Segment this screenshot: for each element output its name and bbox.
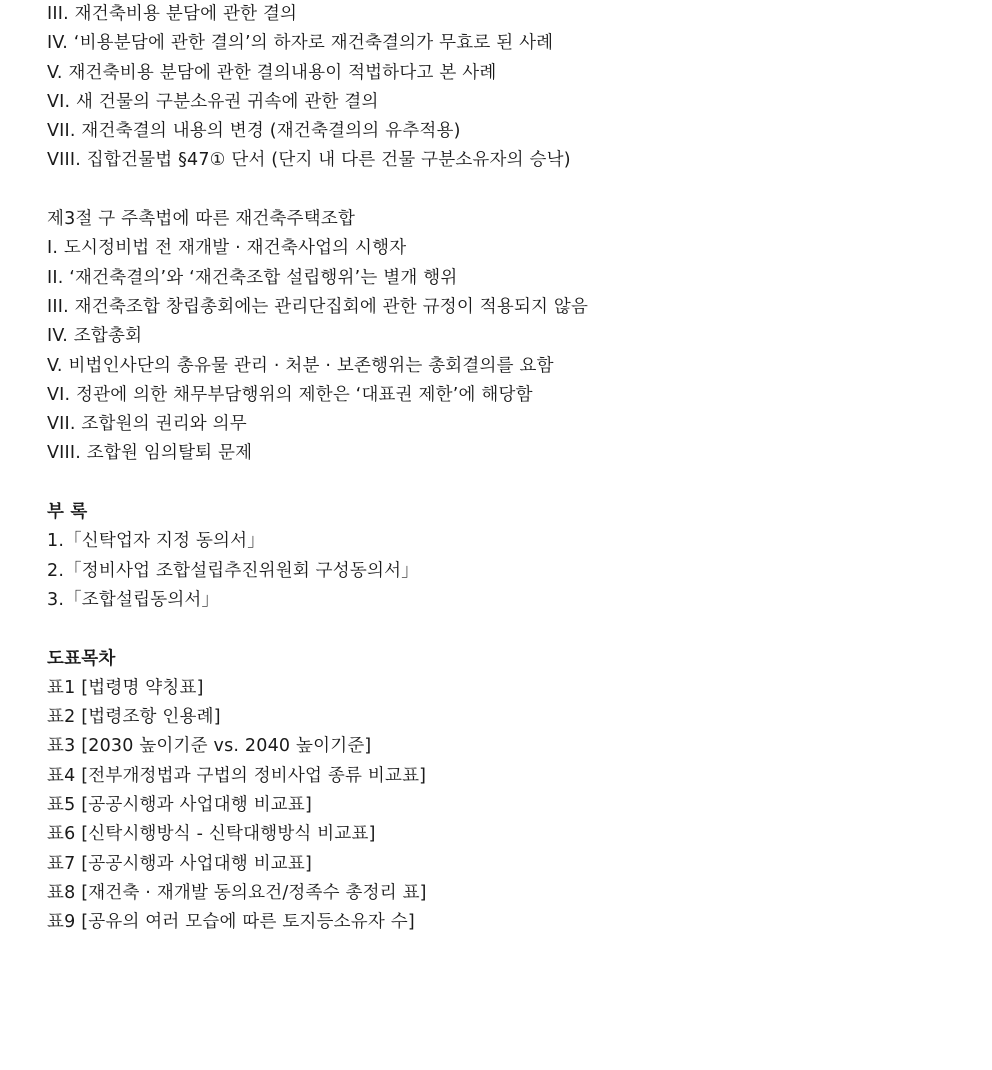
- toc-item: IV. ‘비용분담에 관한 결의’의 하자로 재건축결의가 무효로 된 사례: [47, 33, 554, 54]
- appendix-item: 3.「조합설립동의서」: [47, 589, 220, 610]
- toc-item: VII. 재건축결의 내용의 변경 (재건축결의의 유추적용): [47, 121, 461, 142]
- toc-item: VIII. 조합원 임의탈퇴 문제: [47, 443, 253, 464]
- toc-item: III. 재건축비용 분담에 관한 결의: [47, 4, 298, 24]
- toc-item: VII. 조합원의 권리와 의무: [47, 414, 247, 435]
- toc-item: II. ‘재건축결의’와 ‘재건축조합 설립행위’는 별개 행위: [47, 267, 458, 288]
- section2-tail-list: [47, 0, 967, 176]
- table-entry: 표2 [법령조항 인용례]: [47, 707, 221, 728]
- appendix: [47, 498, 967, 615]
- appendix-item: 2.「정비사업 조합설립추진위원회 구성동의서」: [47, 560, 419, 581]
- appendix-item: 1.「신탁업자 지정 동의서」: [47, 531, 265, 552]
- table-entry: 표4 [전부개정법과 구법의 정비사업 종류 비교표]: [47, 765, 427, 786]
- section-title: 제3절 구 주촉법에 따른 재건축주택조합: [47, 209, 356, 230]
- toc-item: I. 도시정비법 전 재개발 · 재건축사업의 시행자: [47, 238, 407, 259]
- table-entry: 표1 [법령명 약칭표]: [47, 677, 204, 698]
- spacer: [47, 176, 967, 205]
- table-entry: 표6 [신탁시행방식 - 신탁대행방식 비교표]: [47, 824, 376, 845]
- table-list-heading: 도표목차: [47, 648, 116, 669]
- section3: [47, 205, 967, 469]
- table-of-contents: [47, 0, 967, 938]
- toc-item: VI. 정관에 의한 채무부담행위의 제한은 ‘대표권 제한’에 해당함: [47, 384, 533, 405]
- toc-item: V. 재건축비용 분담에 관한 결의내용이 적법하다고 본 사례: [47, 62, 497, 83]
- table-entry: 표5 [공공시행과 사업대행 비교표]: [47, 795, 313, 816]
- spacer: [47, 615, 967, 644]
- toc-item: IV. 조합총회: [47, 326, 143, 347]
- spacer: [47, 469, 967, 498]
- toc-item: III. 재건축조합 창립총회에는 관리단집회에 관한 규정이 적용되지 않음: [47, 296, 589, 317]
- table-entry: 표7 [공공시행과 사업대행 비교표]: [47, 853, 313, 874]
- toc-item: VI. 새 건물의 구분소유권 귀속에 관한 결의: [47, 91, 379, 112]
- table-entry: 표9 [공유의 여러 모습에 따른 토지등소유자 수]: [47, 912, 415, 933]
- table-list: [47, 645, 967, 938]
- appendix-heading: 부 록: [47, 502, 88, 523]
- toc-item: VIII. 집합건물법 §47① 단서 (단지 내 다른 건물 구분소유자의 승낙): [47, 150, 571, 171]
- toc-item: V. 비법인사단의 총유물 관리 · 처분 · 보존행위는 총회결의를 요함: [47, 355, 554, 376]
- table-entry: 표8 [재건축 · 재개발 동의요건/정족수 총정리 표]: [47, 882, 427, 903]
- table-entry: 표3 [2030 높이기준 vs. 2040 높이기준]: [47, 736, 372, 757]
